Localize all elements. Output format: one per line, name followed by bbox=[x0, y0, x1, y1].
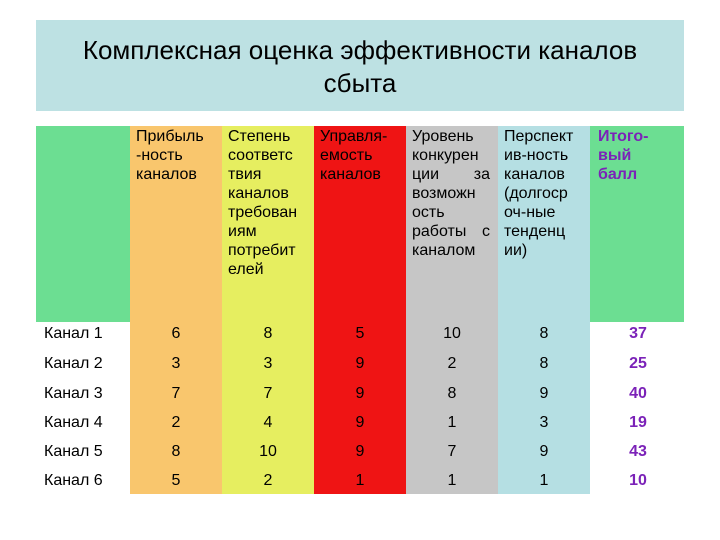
header-line: потребит bbox=[228, 242, 296, 259]
row-label-channel: Канал 3 bbox=[44, 385, 103, 402]
row-label-channel: Канал 4 bbox=[44, 414, 103, 431]
header-line: возможн bbox=[412, 185, 476, 202]
header-profitability bbox=[136, 127, 222, 184]
header-line: ии) bbox=[504, 242, 528, 259]
row-label-channel: Канал 2 bbox=[44, 355, 103, 372]
table-cell: 2 bbox=[171, 414, 181, 431]
header-line: ость bbox=[412, 204, 445, 221]
total-score-cell: 43 bbox=[629, 443, 647, 460]
header-line: каналов bbox=[136, 166, 197, 183]
total-score-cell: 40 bbox=[629, 385, 647, 402]
header-line: ив-ность bbox=[504, 147, 569, 164]
table-cell: 8 bbox=[539, 355, 549, 372]
header-line: работы с bbox=[412, 223, 490, 240]
header-line: каналов bbox=[504, 166, 565, 183]
header-line: требован bbox=[228, 204, 298, 221]
row-label-channel: Канал 6 bbox=[44, 472, 103, 489]
table-cell: 1 bbox=[447, 472, 457, 489]
table-cell: 9 bbox=[355, 355, 365, 372]
title-banner bbox=[36, 20, 684, 111]
table-cell: 3 bbox=[539, 414, 549, 431]
page-title bbox=[36, 34, 684, 100]
header-line: каналов bbox=[228, 185, 289, 202]
total-score-cell: 37 bbox=[629, 325, 647, 342]
header-controllability bbox=[320, 127, 400, 184]
table-cell: 10 bbox=[443, 325, 461, 342]
header-line: Степень bbox=[228, 128, 291, 145]
header-line: (долгоср bbox=[504, 185, 568, 202]
header-line: каналов bbox=[320, 166, 381, 183]
header-line: -ность bbox=[136, 147, 183, 164]
header-line: балл bbox=[598, 166, 638, 183]
table-cell: 9 bbox=[539, 443, 549, 460]
table-cell: 10 bbox=[259, 443, 277, 460]
table-cell: 9 bbox=[539, 385, 549, 402]
table-cell: 2 bbox=[447, 355, 457, 372]
header-line: Итого- bbox=[598, 128, 649, 145]
table-cell: 2 bbox=[263, 472, 273, 489]
header-line: Управля- bbox=[320, 128, 388, 145]
header-conformity bbox=[228, 127, 308, 279]
table-cell: 9 bbox=[355, 414, 365, 431]
header-line: конкурен bbox=[412, 147, 479, 164]
header-prospects bbox=[504, 127, 584, 260]
table-cell: 3 bbox=[263, 355, 273, 372]
header-line: иям bbox=[228, 223, 257, 240]
header-line: елей bbox=[228, 261, 264, 278]
label-column-bg bbox=[36, 126, 130, 322]
header-line: емость bbox=[320, 147, 373, 164]
table-cell: 7 bbox=[447, 443, 457, 460]
header-line: каналом bbox=[412, 242, 476, 259]
header-line: Перспект bbox=[504, 128, 574, 145]
header-line: ции за bbox=[412, 166, 490, 183]
table-cell: 6 bbox=[171, 325, 181, 342]
header-line: оч-ные bbox=[504, 204, 556, 221]
table-cell: 9 bbox=[355, 385, 365, 402]
table-cell: 8 bbox=[263, 325, 273, 342]
header-line: тенденц bbox=[504, 223, 566, 240]
header-line: Уровень bbox=[412, 128, 474, 145]
header-total-score bbox=[598, 127, 678, 184]
row-label-channel: Канал 1 bbox=[44, 325, 103, 342]
table-cell: 8 bbox=[447, 385, 457, 402]
table-cell: 8 bbox=[171, 443, 181, 460]
table-cell: 4 bbox=[263, 414, 273, 431]
table-cell: 7 bbox=[171, 385, 181, 402]
table-cell: 9 bbox=[355, 443, 365, 460]
title-line-2: сбыта bbox=[323, 68, 397, 98]
table-cell: 3 bbox=[171, 355, 181, 372]
title-line-1: Комплексная оценка эффективности каналов bbox=[82, 35, 638, 65]
table-cell: 7 bbox=[263, 385, 273, 402]
header-line: соответс bbox=[228, 147, 293, 164]
header-line: Прибыль bbox=[136, 128, 204, 145]
table-cell: 8 bbox=[539, 325, 549, 342]
table-cell: 1 bbox=[447, 414, 457, 431]
header-line: вый bbox=[598, 147, 632, 164]
table-cell: 5 bbox=[355, 325, 365, 342]
table-cell: 5 bbox=[171, 472, 181, 489]
header-line: твия bbox=[228, 166, 262, 183]
total-score-cell: 10 bbox=[629, 472, 647, 489]
row-label-channel: Канал 5 bbox=[44, 443, 103, 460]
total-score-cell: 25 bbox=[629, 355, 647, 372]
total-score-cell: 19 bbox=[629, 414, 647, 431]
table-cell: 1 bbox=[355, 472, 365, 489]
header-competition bbox=[412, 127, 490, 260]
table-cell: 1 bbox=[539, 472, 549, 489]
